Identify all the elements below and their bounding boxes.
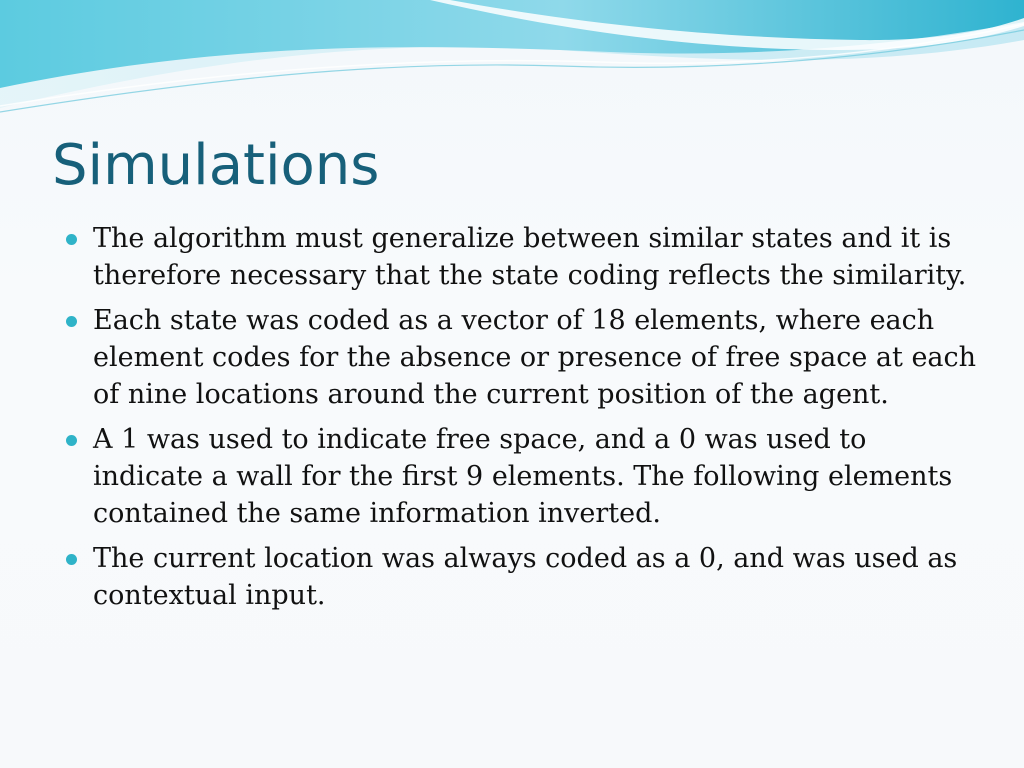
bullet-item: [62, 540, 982, 614]
bullet-icon: [66, 234, 77, 245]
bullet-list: [62, 220, 982, 622]
bullet-text: The current location was always coded as a 0, and was used as contextual input.: [93, 543, 958, 611]
bullet-text: Each state was coded as a vector of 18 elements, where each element codes for the absence or presence of free space at each of nine locations around the current position of the agent.: [93, 305, 977, 410]
slide-title: Simulations: [52, 133, 380, 198]
bullet-icon: [66, 554, 77, 565]
bullet-icon: [66, 435, 77, 446]
bullet-item: [62, 302, 982, 413]
header-wave-decoration: [0, 0, 1024, 120]
bullet-icon: [66, 316, 77, 327]
bullet-item: [62, 421, 982, 532]
bullet-text: The algorithm must generalize between similar states and it is therefore necessary that the state coding reflects the similarity.: [93, 223, 967, 291]
bullet-text: A 1 was used to indicate free space, and a 0 was used to indicate a wall for the first 9 elements. The following elements contained the same information inverted.: [93, 424, 953, 529]
bullet-item: [62, 220, 982, 294]
